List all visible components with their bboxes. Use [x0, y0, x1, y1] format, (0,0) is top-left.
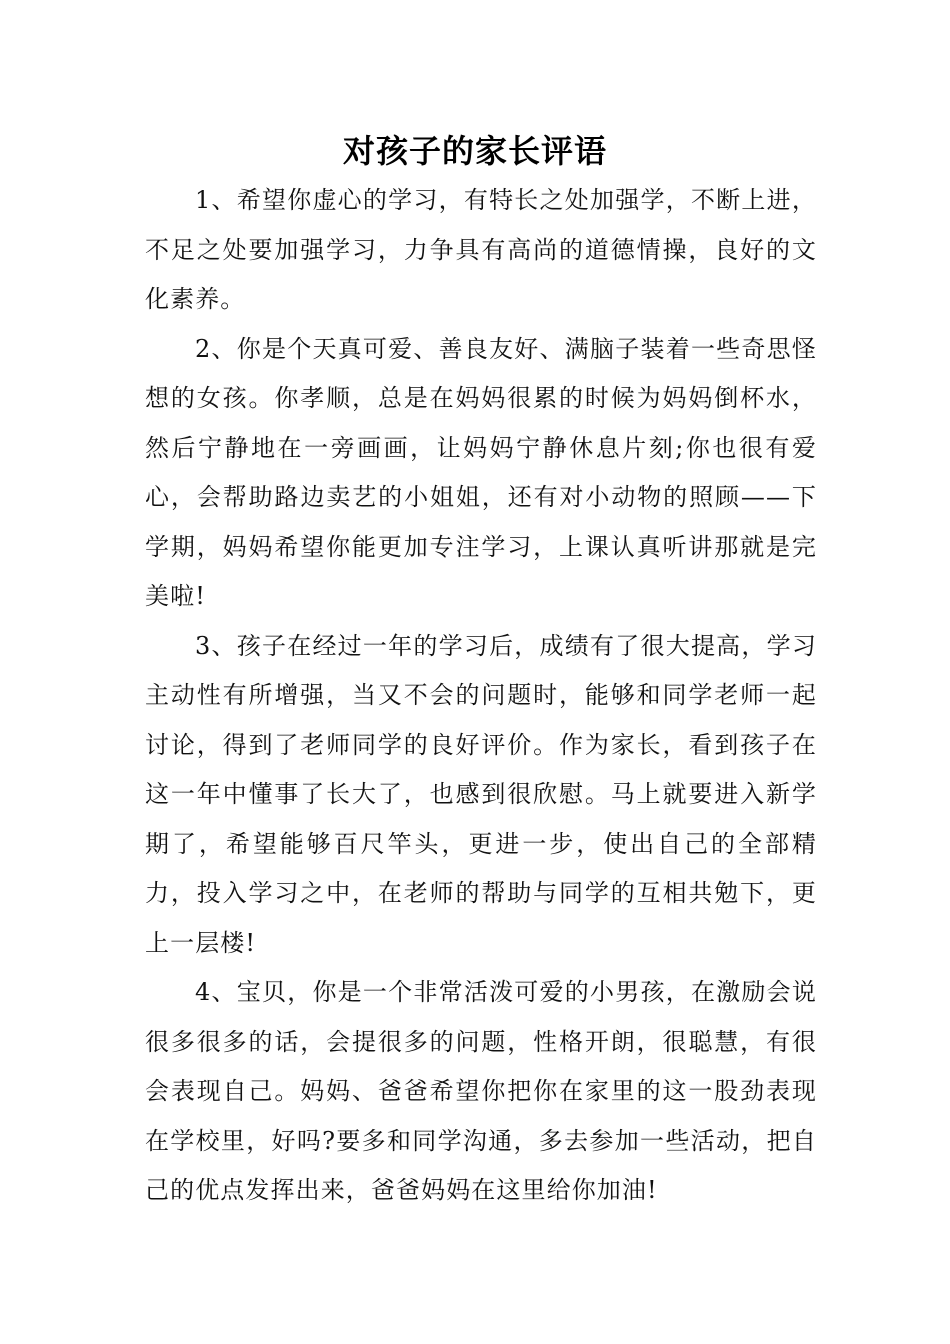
paragraph-4: 4、宝贝，你是一个非常活泼可爱的小男孩，在激励会说很多很多的话，会提很多的问题，性格开朗，很聪慧，有很会表现自己。妈妈、爸爸希望你把你在家里的这一股劲表现在学校里，好吗?要多和同学沟通，多去参加一些活动，把自己的优点发挥出来，爸爸妈妈在这里给你加油!	[145, 978, 817, 1204]
document-title: 对孩子的家长评语	[342, 132, 607, 170]
paragraph-3: 3、孩子在经过一年的学习后，成绩有了很大提高，学习主动性有所增强，当又不会的问题时，能够和同学老师一起讨论，得到了老师同学的良好评价。作为家长，看到孩子在这一年中懂事了长大了，也感到很欣慰。马上就要进入新学期了，希望能够百尺竿头，更进一步，使出自己的全部精力，投入学习之中，在老师的帮助与同学的互相共勉下，更上一层楼!	[145, 631, 817, 957]
document-body	[145, 176, 817, 1216]
paragraph-2: 2、你是个天真可爱、善良友好、满脑子装着一些奇思怪想的女孩。你孝顺，总是在妈妈很累的时候为妈妈倒杯水，然后宁静地在一旁画画，让妈妈宁静休息片刻;你也很有爱心，会帮助路边卖艺的小姐姐，还有对小动物的照顾——下学期，妈妈希望你能更加专注学习，上课认真听讲那就是完美啦!	[145, 334, 817, 610]
paragraph-1: 1、希望你虚心的学习，有特长之处加强学，不断上进，不足之处要加强学习，力争具有高尚的道德情操，良好的文化素养。	[145, 186, 817, 313]
